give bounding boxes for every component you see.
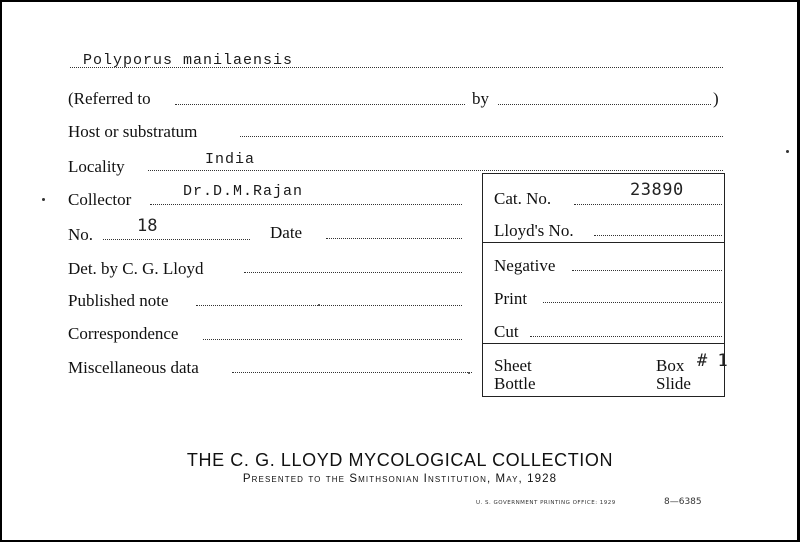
misc-data-label: Miscellaneous data [68, 358, 199, 377]
date-label: Date [270, 223, 303, 242]
host-line [240, 136, 723, 137]
locality-value: India [205, 151, 256, 168]
scan-speck [42, 198, 45, 201]
published-note-line [196, 305, 462, 306]
lloyds-no-label: Lloyd's No. [494, 221, 574, 240]
bottle-label: Bottle [494, 374, 536, 393]
negative-label: Negative [494, 256, 556, 275]
scan-speck [468, 372, 470, 374]
collector-line [150, 204, 462, 205]
cut-line [530, 336, 722, 337]
cut-rule [482, 343, 724, 344]
cat-no-value: 23890 [630, 180, 684, 200]
form-number: 8—6385 [664, 497, 702, 507]
catalog-box-top [482, 173, 725, 174]
det-by-line [244, 272, 462, 273]
collection-subtitle: Presented to the Smithsonian Institution, May, 1928 [242, 473, 558, 485]
referred-to-line [175, 104, 465, 105]
no-line [103, 239, 250, 240]
catalog-box-divider [482, 173, 483, 397]
card-border-top [0, 0, 800, 2]
misc-data-line [232, 372, 472, 373]
cat-no-label: Cat. No. [494, 189, 552, 208]
date-line [326, 238, 462, 239]
by-line [498, 104, 711, 105]
lloyds-no-rule [482, 242, 724, 243]
print-line [543, 302, 722, 303]
sheet-label: Sheet [494, 356, 532, 375]
slide-label: Slide [656, 374, 691, 393]
collector-value: Dr.D.M.Rajan [183, 183, 304, 200]
no-label: No. [68, 225, 94, 244]
cut-label: Cut [494, 322, 519, 341]
species-line [70, 67, 723, 68]
close-paren: ) [713, 89, 719, 108]
scan-speck [318, 304, 320, 306]
negative-line [572, 270, 722, 271]
lloyds-no-line [594, 235, 722, 236]
printing-office-imprint: U. S. GOVERNMENT PRINTING OFFICE: 1929 [476, 500, 616, 506]
scan-speck [786, 150, 789, 153]
collection-title: THE C. G. LLOYD MYCOLOGICAL COLLECTION [186, 450, 614, 470]
no-value: 18 [137, 216, 158, 236]
correspondence-line [203, 339, 462, 340]
cat-no-line [574, 204, 722, 205]
referred-to-label: (Referred to [68, 89, 151, 108]
catalog-box-bottom [482, 396, 725, 397]
by-label: by [472, 89, 489, 108]
box-number-value: # 1 [697, 351, 728, 371]
print-label: Print [494, 289, 528, 308]
locality-line [148, 170, 723, 171]
collector-label: Collector [68, 190, 132, 209]
host-label: Host or substratum [68, 122, 198, 141]
locality-label: Locality [68, 157, 125, 176]
box-label: Box [656, 356, 685, 375]
correspondence-label: Correspondence [68, 324, 179, 343]
det-by-label: Det. by C. G. Lloyd [68, 259, 204, 278]
published-note-label: Published note [68, 291, 169, 310]
species-name: Polyporus manilaensis [83, 52, 294, 69]
